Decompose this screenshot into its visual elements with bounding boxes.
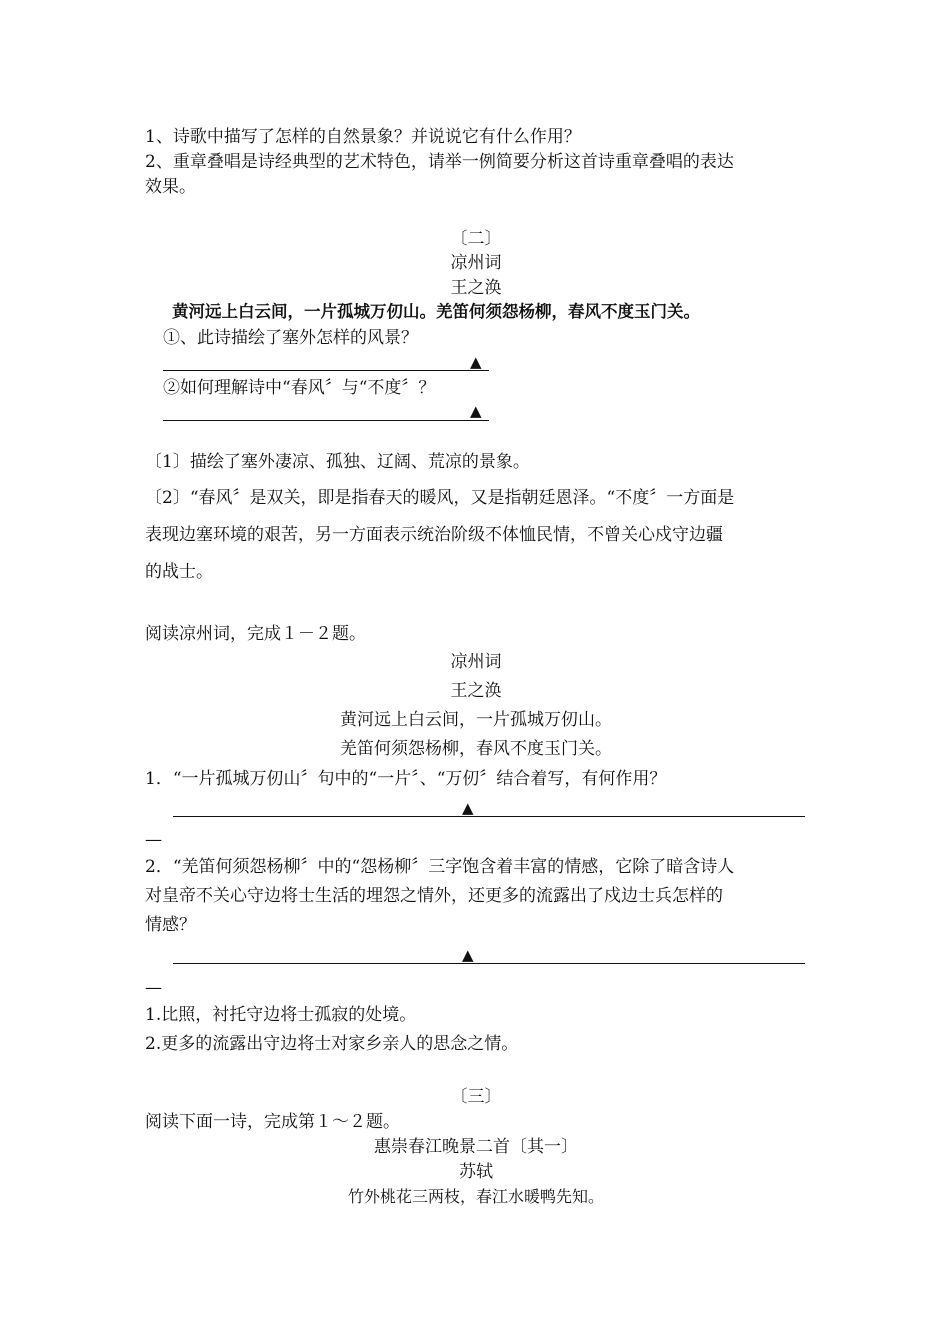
answer-blank-line [163,370,489,371]
poem-author: 王之涣 [450,681,502,701]
question-2: ②如何理解诗中“春风〞与“不度〞？ [163,378,436,398]
line-continuation-dash: — [145,830,162,850]
poem-line-1: 黄河远上白云间，一片孤城万仞山。 [340,710,612,730]
answer-1: 1.比照，衬托守边将士孤寂的处境。 [145,1005,417,1025]
question-2-line-1: 2、重章叠唱是诗经典型的艺术特色，请举一例简要分析这首诗重章叠唱的表达 [145,152,734,172]
answer-2-line-3: 的战士。 [145,562,213,582]
section-label: 〔二〕 [450,229,502,249]
blank-marker: ▲ [470,353,482,371]
line-continuation-dash: — [145,978,162,998]
poem-line-1: 竹外桃花三两枝，春江水暖鸭先知。 [347,1187,604,1206]
blank-marker: ▲ [470,402,482,420]
question-1: ①、此诗描绘了塞外怎样的风景？ [163,328,418,348]
answer-blank-line [173,816,805,817]
poem-title: 惠崇春江晚景二首〔其一〕 [374,1137,578,1157]
answer-blank-line [173,963,805,964]
question-2-line-2: 效果。 [145,177,196,197]
poem-title: 凉州词 [450,652,502,672]
poem-author: 王之涣 [450,278,502,298]
poem-author: 苏轼 [459,1162,493,1182]
blank-marker: ▲ [462,799,474,817]
question-1: 1．“一片孤城万仞山〞句中的“一片〞、“万仞〞结合着写，有何作用？ [145,769,667,789]
poem-line-2: 羌笛何须怨杨柳，春风不度玉门关。 [340,739,612,759]
reading-intro: 阅读下面一诗，完成第１～２题。 [145,1112,400,1132]
question-1: 1、诗歌中描写了怎样的自然景象？并说说它有什么作用？ [145,127,581,147]
question-2-line-2: 对皇帝不关心守边将士生活的埋怨之情外，还更多的流露出了戍边士兵怎样的 [145,886,723,906]
answer-1: 〔1〕描绘了塞外凄凉、孤独、辽阔、荒凉的景象。 [145,452,530,472]
answer-2-line-2: 表现边塞环境的艰苦，另一方面表示统治阶级不体恤民情，不曾关心戍守边疆 [145,525,723,545]
poem-text: 黄河远上白云间，一片孤城万仞山。羌笛何须怨杨柳，春风不度玉门关。 [172,302,700,321]
question-2-line-3: 情感？ [145,915,196,935]
blank-marker: ▲ [462,946,474,964]
answer-2-line-1: 〔2〕“春风〞是双关，即是指春天的暖风，又是指朝廷恩泽。“不度〞一方面是 [145,488,735,508]
answer-blank-line [163,420,489,421]
reading-intro: 阅读凉州词，完成１－２题。 [145,624,366,644]
poem-title: 凉州词 [450,253,502,273]
question-2-line-1: 2．“羌笛何须怨杨柳〞中的“怨杨柳〞三字饱含着丰富的情感，它除了暗含诗人 [145,857,735,877]
section-label: 〔三〕 [450,1087,502,1107]
answer-2: 2.更多的流露出守边将士对家乡亲人的思念之情。 [145,1034,519,1054]
